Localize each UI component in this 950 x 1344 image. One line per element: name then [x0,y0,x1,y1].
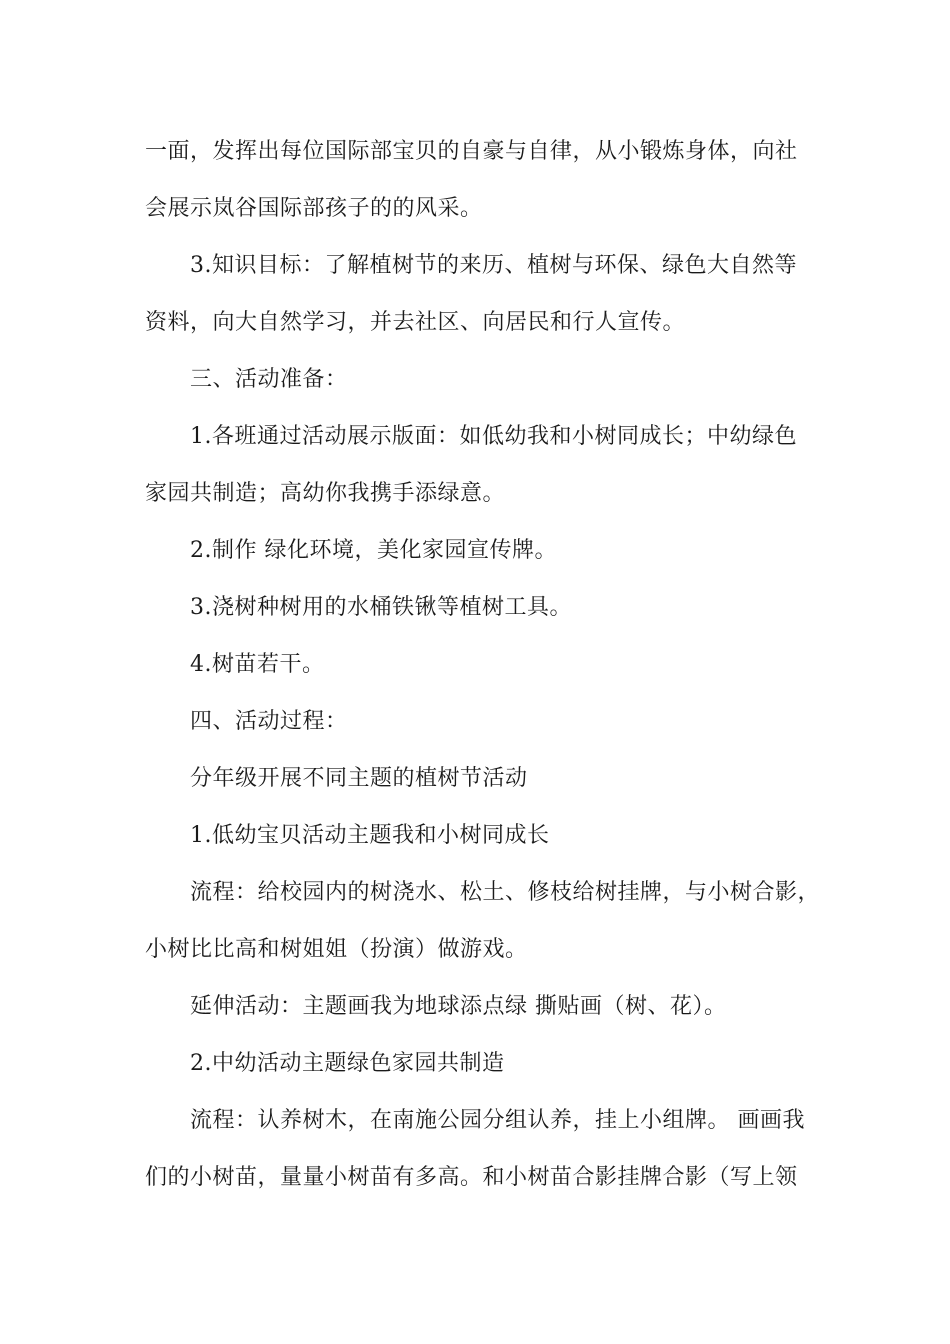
paragraph-line: 1.低幼宝贝活动主题我和小树同成长 [190,823,550,848]
paragraph-line: 一面，发挥出每位国际部宝贝的自豪与自律，从小锻炼身体，向社 [145,139,798,164]
paragraph-line: 3.浇树种树用的水桶铁锹等植树工具。 [190,595,572,620]
paragraph-line: 家园共制造；高幼你我携手添绿意。 [145,481,506,506]
paragraph-line: 4.树苗若干。 [190,652,325,677]
paragraph-line: 小树比比高和树姐姐（扮演）做游戏。 [145,937,528,962]
paragraph-line: 2.制作 绿化环境，美化家园宣传牌。 [190,538,557,563]
section-heading: 三、活动准备： [190,367,348,392]
section-heading: 四、活动过程： [190,709,348,734]
paragraph-line: 流程：给校园内的树浇水、松土、修枝给树挂牌，与小树合影， [190,880,821,905]
paragraph-line: 分年级开展不同主题的植树节活动 [190,766,528,791]
paragraph-line: 延伸活动：主题画我为地球添点绿 撕贴画（树、花）。 [190,994,727,1019]
paragraph-line: 流程：认养树木，在南施公园分组认养，挂上小组牌。 画画我 [190,1108,805,1133]
paragraph-line: 1.各班通过活动展示版面：如低幼我和小树同成长；中幼绿色 [190,424,797,449]
paragraph-line: 3.知识目标：了解植树节的来历、植树与环保、绿色大自然等 [190,253,797,278]
paragraph-line: 2.中幼活动主题绿色家园共制造 [190,1051,505,1076]
paragraph-line: 资料，向大自然学习，并去社区、向居民和行人宣传。 [145,310,686,335]
paragraph-line: 会展示岚谷国际部孩子的的风采。 [145,196,483,221]
paragraph-line: 们的小树苗，量量小树苗有多高。和小树苗合影挂牌合影（写上领 [145,1165,798,1190]
